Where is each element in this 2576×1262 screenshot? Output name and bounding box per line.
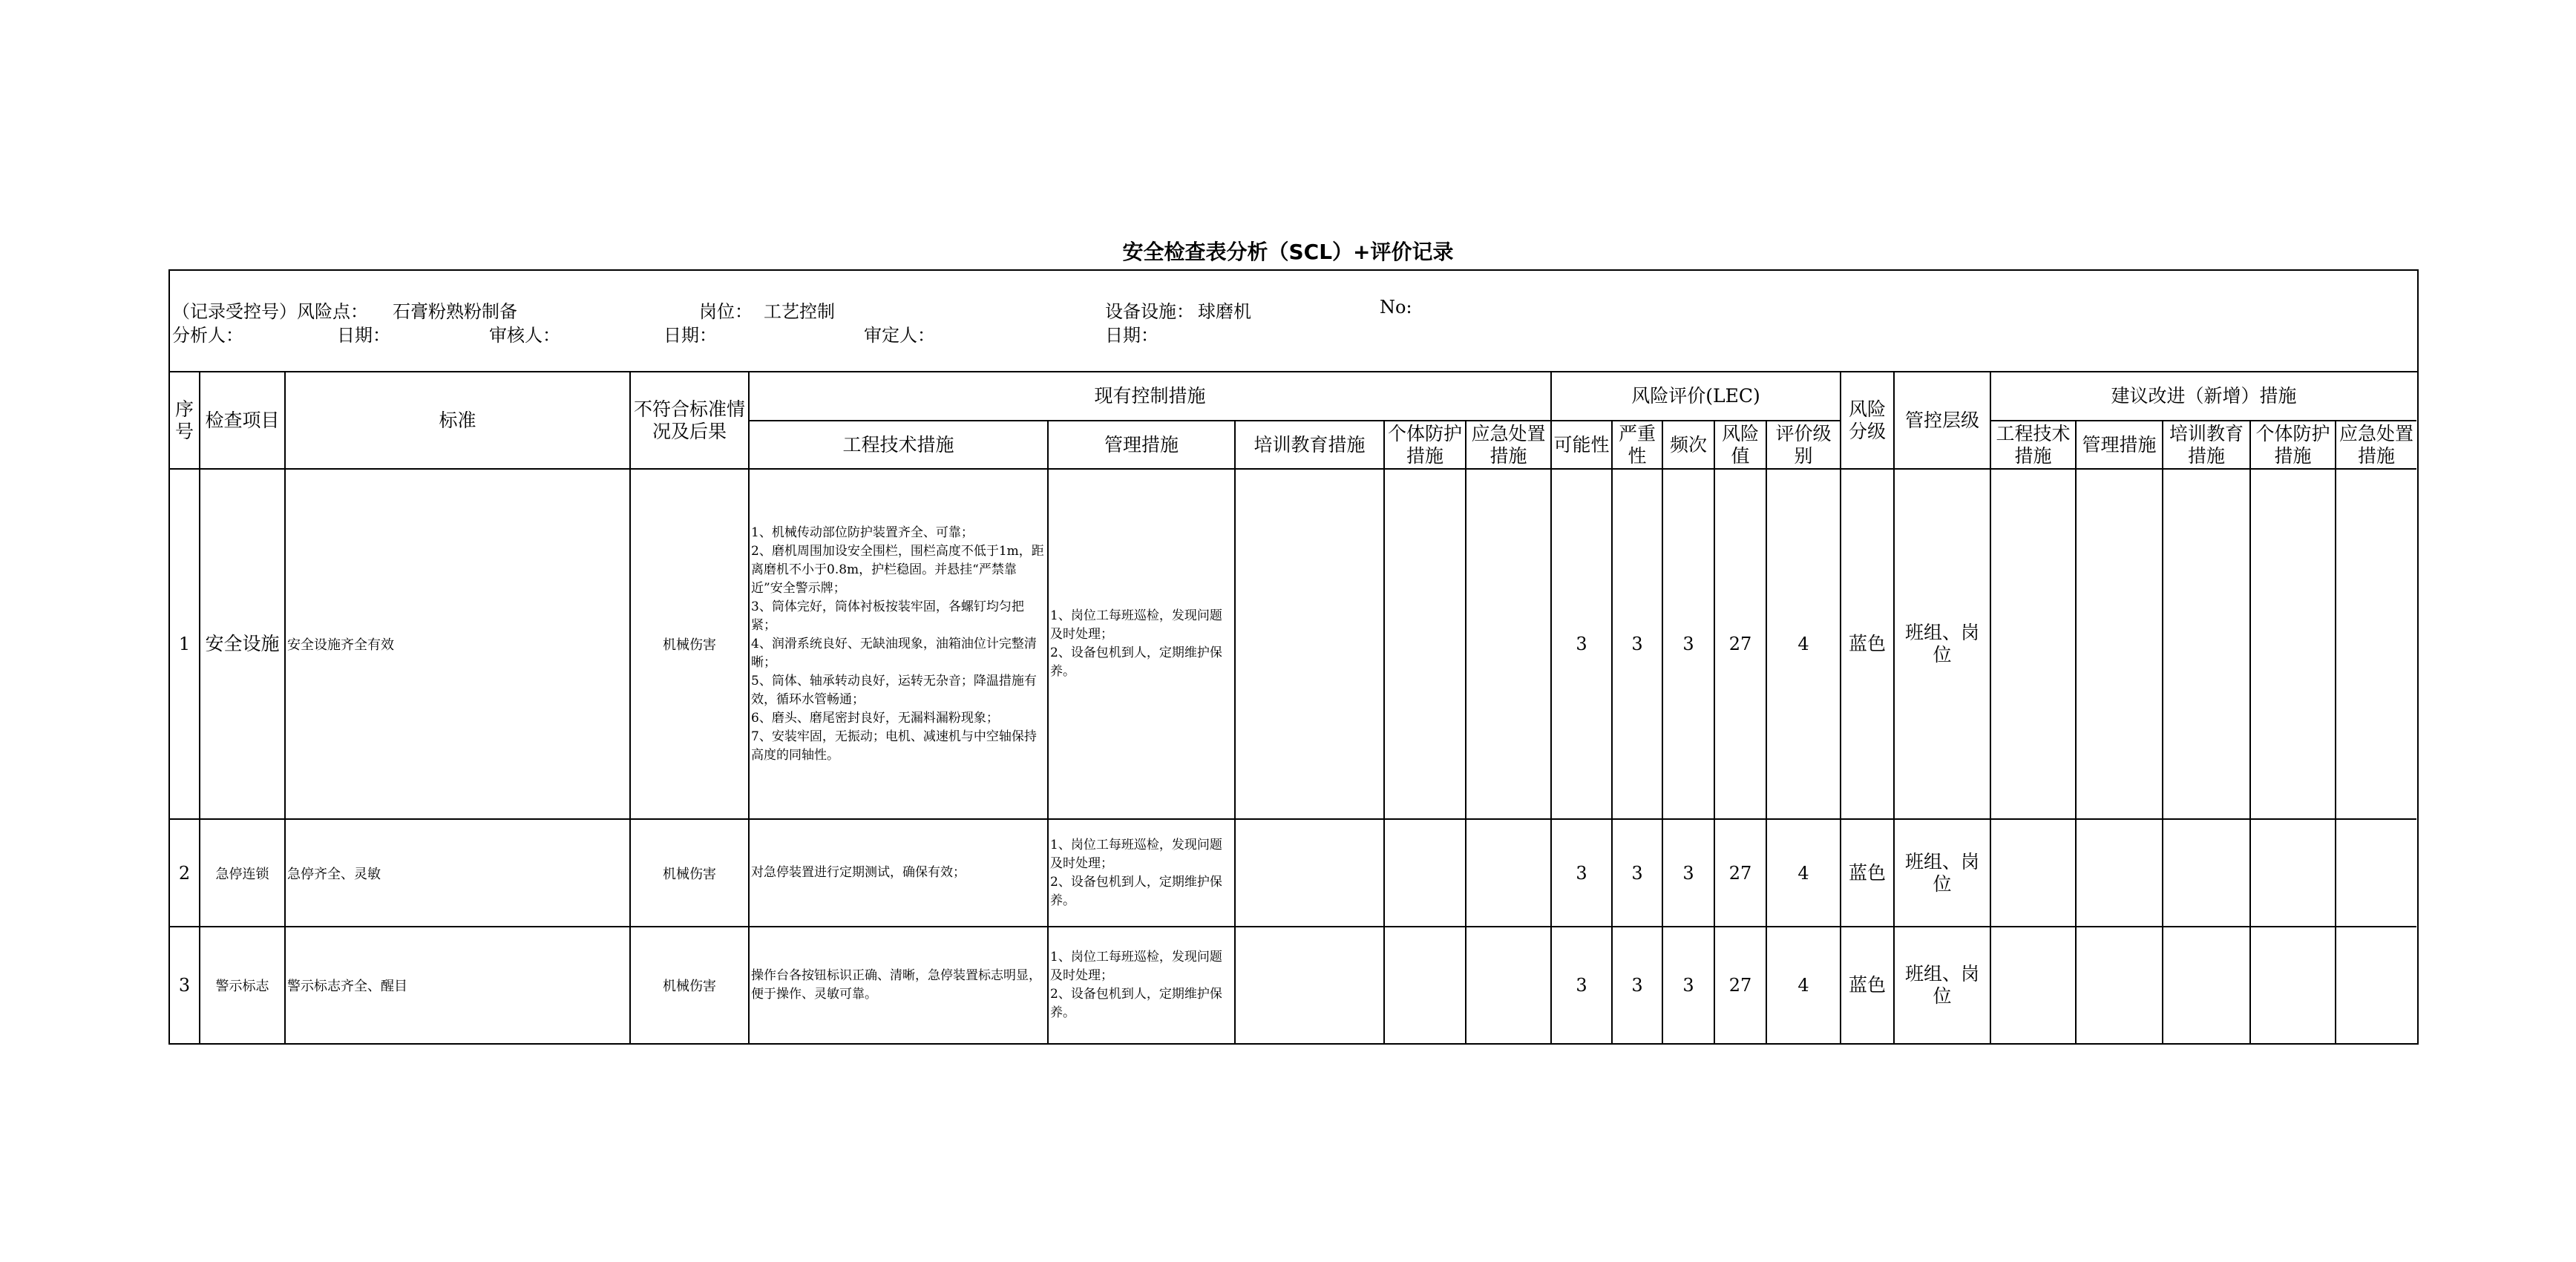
row-nonconformance: 机械伤害	[630, 819, 749, 927]
header-management: 管理措施	[1048, 421, 1235, 469]
row-sug-engineering	[1990, 819, 2076, 927]
row-risk-grade: 蓝色	[1841, 927, 1894, 1043]
header-lec: 风险评价(LEC)	[1551, 372, 1841, 421]
post-label: 岗位：	[699, 301, 753, 322]
text-line: 3、筒体完好，筒体衬板按装牢固，各螺钉均匀把紧；	[751, 599, 1024, 633]
row-item: 警示标志	[200, 927, 285, 1043]
row-risk-value: 27	[1714, 469, 1766, 819]
text-line: 4、润滑系统良好、无缺油现象，油箱油位计完整清晰；	[751, 636, 1037, 670]
risk-point-value: 石膏粉熟粉制备	[393, 301, 517, 322]
header-ppe: 个体防护措施	[1384, 421, 1466, 469]
equipment-label: 设备设施：	[1105, 301, 1194, 322]
header-engineering: 工程技术措施	[749, 421, 1048, 469]
reviewer-date-label: 日期：	[663, 325, 717, 346]
record-number-label: No:	[1380, 297, 1412, 318]
row-training	[1235, 927, 1384, 1043]
row-seq: 1	[170, 469, 200, 819]
row-sug-training	[2163, 469, 2250, 819]
row-sug-emergency	[2336, 469, 2416, 819]
equipment-value: 球磨机	[1198, 301, 1251, 322]
header-nonconformance: 不符合标准情况及后果	[630, 372, 749, 469]
page-title: 安全检查表分析（SCL）+评价记录	[1122, 240, 1454, 264]
row-management-text	[1050, 607, 1233, 681]
header-risk-value: 风险值	[1714, 421, 1766, 469]
row-engineering	[749, 819, 1048, 927]
row-likelihood: 3	[1551, 819, 1612, 927]
text-line: 1、岗位工每班巡检，发现问题及时处理；	[1050, 837, 1222, 871]
row-emergency	[1466, 469, 1551, 819]
post-value: 工艺控制	[764, 301, 835, 322]
text-line: 2、设备包机到人，定期维护保养。	[1050, 874, 1222, 908]
row-severity: 3	[1612, 819, 1662, 927]
row-seq: 3	[170, 927, 200, 1043]
row-training	[1235, 819, 1384, 927]
row-engineering-text	[751, 524, 1046, 765]
header-frequency: 频次	[1662, 421, 1714, 469]
header-sug-training: 培训教育措施	[2163, 421, 2250, 469]
row-standard: 警示标志齐全、醒目	[285, 927, 630, 1043]
row-training	[1235, 469, 1384, 819]
record-info-block	[170, 271, 2417, 372]
row-management-text	[1050, 836, 1233, 910]
row-ppe	[1384, 927, 1466, 1043]
header-emergency: 应急处置措施	[1466, 421, 1551, 469]
row-sug-management	[2076, 819, 2163, 927]
row-likelihood: 3	[1551, 469, 1612, 819]
header-sug-ppe: 个体防护措施	[2250, 421, 2336, 469]
row-nonconformance: 机械伤害	[630, 469, 749, 819]
header-seq: 序号	[170, 372, 200, 469]
reviewer-label: 审核人：	[489, 325, 560, 346]
text-line: 2、磨机周围加设安全围栏，围栏高度不低于1m，距离磨机不小于0.8m，护栏稳固。并悬挂“严禁靠近”安全警示牌；	[751, 543, 1044, 596]
row-sug-emergency	[2336, 927, 2416, 1043]
header-sug-engineering: 工程技术措施	[1990, 421, 2076, 469]
row-sug-emergency	[2336, 819, 2416, 927]
table-row	[170, 927, 2416, 1043]
header-eval-level: 评价级别	[1766, 421, 1841, 469]
text-line: 2、设备包机到人，定期维护保养。	[1050, 645, 1222, 679]
row-sug-engineering	[1990, 469, 2076, 819]
row-seq: 2	[170, 819, 200, 927]
scl-table	[170, 372, 2416, 1043]
table-row	[170, 819, 2416, 927]
table-row	[170, 469, 2416, 819]
row-engineering-text	[751, 967, 1046, 1004]
row-control-level: 班组、岗位	[1894, 927, 1990, 1043]
row-item: 安全设施	[200, 469, 285, 819]
row-sug-ppe	[2250, 819, 2336, 927]
row-management-text	[1050, 948, 1233, 1022]
row-management	[1048, 469, 1235, 819]
row-emergency	[1466, 819, 1551, 927]
row-risk-grade: 蓝色	[1841, 469, 1894, 819]
row-sug-ppe	[2250, 469, 2336, 819]
approver-label: 审定人：	[864, 325, 935, 346]
text-line: 1、机械传动部位防护装置齐全、可靠；	[751, 525, 974, 540]
row-frequency: 3	[1662, 819, 1714, 927]
approver-date-label: 日期：	[1105, 325, 1158, 346]
row-nonconformance: 机械伤害	[630, 927, 749, 1043]
row-item: 急停连锁	[200, 819, 285, 927]
row-eval-level: 4	[1766, 819, 1841, 927]
header-risk-grade: 风险分级	[1841, 372, 1894, 469]
header-sug-management: 管理措施	[2076, 421, 2163, 469]
row-ppe	[1384, 469, 1466, 819]
text-line: 5、筒体、轴承转动良好，运转无杂音；降温措施有效，循环水管畅通；	[751, 673, 1037, 707]
text-line: 1、岗位工每班巡检，发现问题及时处理；	[1050, 608, 1222, 642]
row-eval-level: 4	[1766, 469, 1841, 819]
header-sug-emergency: 应急处置措施	[2336, 421, 2416, 469]
row-standard: 急停齐全、灵敏	[285, 819, 630, 927]
row-sug-management	[2076, 469, 2163, 819]
row-sug-training	[2163, 927, 2250, 1043]
record-control-label: （记录受控号）风险点：	[172, 301, 368, 322]
header-training: 培训教育措施	[1235, 421, 1384, 469]
analyst-date-label: 日期：	[337, 325, 390, 346]
header-current-controls: 现有控制措施	[749, 372, 1551, 421]
text-line: 操作台各按钮标识正确、清晰，急停装置标志明显，便于操作、灵敏可靠。	[751, 968, 1041, 1002]
header-control-level: 管控层级	[1894, 372, 1990, 469]
text-line: 对急停装置进行定期测试，确保有效；	[751, 865, 966, 880]
row-sug-training	[2163, 819, 2250, 927]
header-standard: 标准	[285, 372, 630, 469]
text-line: 7、安装牢固，无振动；电机、减速机与中空轴保持高度的同轴性。	[751, 729, 1037, 763]
row-risk-value: 27	[1714, 819, 1766, 927]
header-likelihood: 可能性	[1551, 421, 1612, 469]
row-standard: 安全设施齐全有效	[285, 469, 630, 819]
row-likelihood: 3	[1551, 927, 1612, 1043]
row-emergency	[1466, 927, 1551, 1043]
row-frequency: 3	[1662, 469, 1714, 819]
analyst-label: 分析人：	[172, 325, 243, 346]
row-frequency: 3	[1662, 927, 1714, 1043]
row-control-level: 班组、岗位	[1894, 819, 1990, 927]
row-eval-level: 4	[1766, 927, 1841, 1043]
row-management	[1048, 819, 1235, 927]
text-line: 2、设备包机到人，定期维护保养。	[1050, 987, 1222, 1020]
row-severity: 3	[1612, 927, 1662, 1043]
row-risk-value: 27	[1714, 927, 1766, 1043]
scl-record-sheet	[168, 269, 2419, 1045]
text-line: 6、磨头、磨尾密封良好，无漏料漏粉现象；	[751, 710, 999, 726]
header-severity: 严重性	[1612, 421, 1662, 469]
row-engineering	[749, 469, 1048, 819]
header-item: 检查项目	[200, 372, 285, 469]
row-sug-engineering	[1990, 927, 2076, 1043]
row-ppe	[1384, 819, 1466, 927]
row-severity: 3	[1612, 469, 1662, 819]
row-sug-ppe	[2250, 927, 2336, 1043]
row-control-level: 班组、岗位	[1894, 469, 1990, 819]
text-line: 1、岗位工每班巡检，发现问题及时处理；	[1050, 950, 1222, 983]
row-management	[1048, 927, 1235, 1043]
header-suggestions: 建议改进（新增）措施	[1990, 372, 2416, 421]
row-engineering-text	[751, 864, 1046, 882]
row-engineering	[749, 927, 1048, 1043]
row-sug-management	[2076, 927, 2163, 1043]
row-risk-grade: 蓝色	[1841, 819, 1894, 927]
